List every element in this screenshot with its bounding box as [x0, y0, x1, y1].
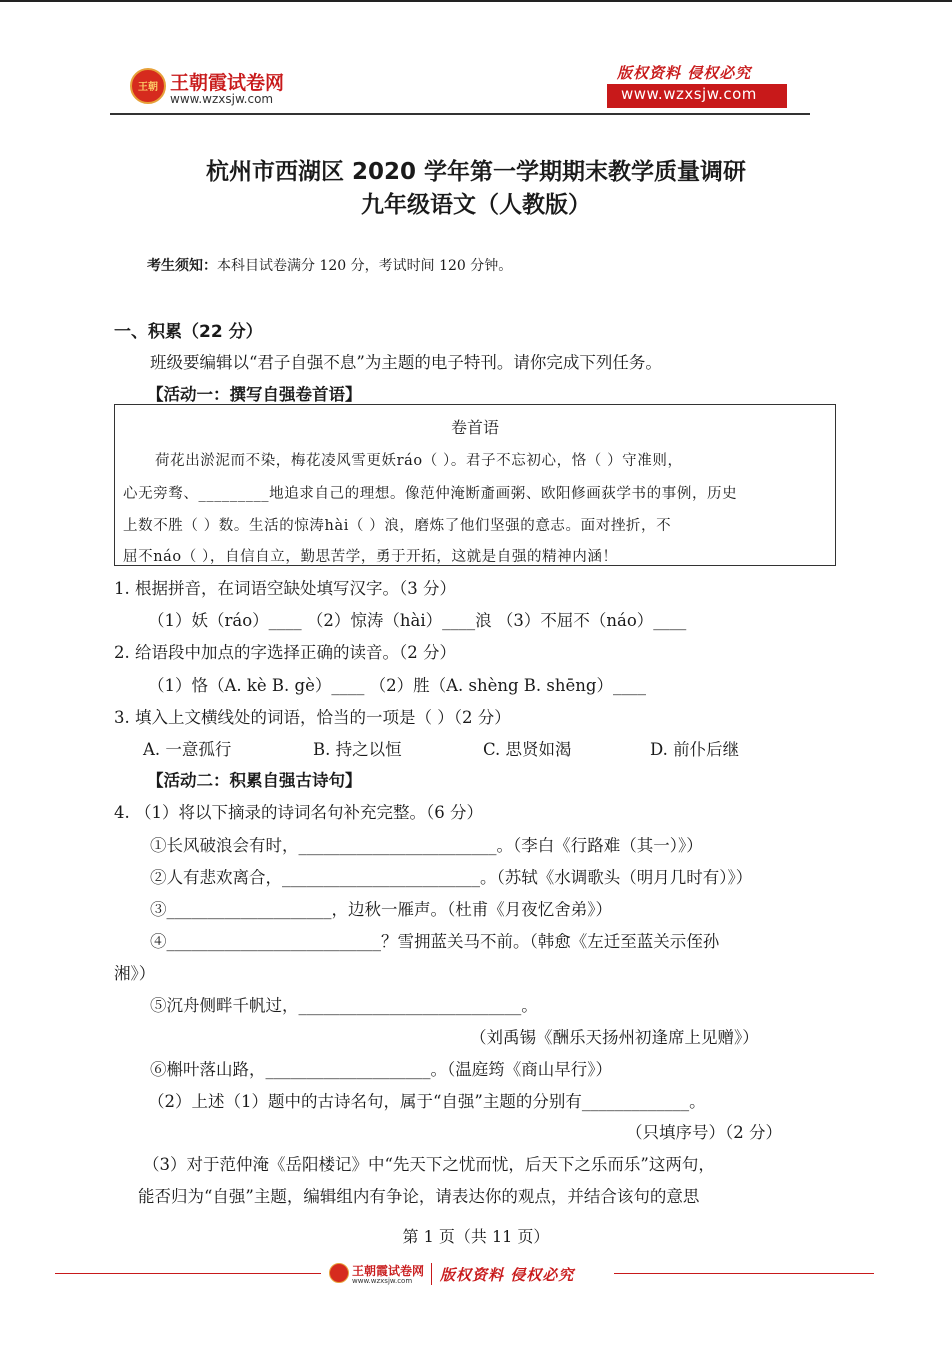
preface-title: 卷首语 [450, 418, 499, 437]
footer-rule-left [55, 1273, 321, 1274]
option-a: A. 一意孤行 [143, 740, 232, 759]
footer-logo-url: www.wzxsjw.com [352, 1277, 413, 1285]
question-4-2-note: （只填序号）（2 分） [626, 1123, 782, 1142]
page-subtitle: 九年级语文（人教版） [361, 192, 591, 218]
question-1-items: （1）妖（ráo）____ （2）惊涛（hài）____浪 （3）不屈不（náo）____ [148, 611, 687, 630]
footer-logo-icon [329, 1263, 349, 1283]
question-2: 2. 给语段中加点的字选择正确的读音。（2 分） [114, 643, 456, 662]
poem-line: ⑤沉舟侧畔千帆过，___________________________。 [150, 996, 538, 1015]
poem-line: ⑥槲叶落山路，____________________。（温庭筠《商山早行》） [150, 1060, 612, 1079]
poem-line: ②人有悲欢离合，________________________。（苏轼《水调歌头（明月几时有）》） [150, 868, 753, 887]
preface-line: 心无旁骛、_________地追求自己的理想。像范仲淹断齑画粥、欧阳修画荻学书的事例，历史 [123, 486, 738, 502]
preface-line: 上数不胜（ ）数。生活的惊涛hài（ ）浪，磨炼了他们坚强的意志。面对挫折，不 [123, 518, 672, 534]
copyright-notice: 版权资料 侵权必究 [617, 64, 752, 82]
preface-box [114, 404, 836, 566]
page-title: 杭州市西湖区 2020 学年第一学期期末教学质量调研 [205, 159, 747, 185]
question-4-2: （2）上述（1）题中的古诗名句，属于“自强”主题的分别有_____________。 [148, 1092, 706, 1111]
logo-url: www.wzxsjw.com [170, 92, 274, 106]
activity-two-heading: 【活动二：积累自强古诗句】 [147, 771, 362, 790]
exam-notice [147, 255, 512, 275]
preface-line: 荷花出淤泥而不染，梅花凌风雪更妖ráo（ ）。君子不忘初心，恪（ ）守准则， [155, 453, 683, 469]
activity-one-heading: 【活动一：撰写自强卷首语】 [147, 385, 362, 404]
poem-line: ①长风破浪会有时，________________________。（李白《行路难（其一）》） [150, 836, 703, 855]
section-heading: 一、积累（22 分） [114, 322, 263, 342]
page-number: 第 1 页（共 11 页） [402, 1227, 550, 1246]
question-4-3-cont: 能否归为“自强”主题，编辑组内有争论，请表达你的观点，并结合该句的意思 [138, 1187, 700, 1206]
header-divider [110, 113, 810, 115]
notice-label: 考生须知： [147, 258, 217, 274]
top-border [0, 0, 952, 2]
preface-line: 屈不náo（ ），自信自立，勤思苦学，勇于开拓，这就是自强的精神内涵！ [123, 549, 618, 565]
logo-icon [130, 68, 166, 104]
footer-logo-name: 王朝霞试卷网 [352, 1264, 425, 1278]
logo-mark: 王朝 [138, 82, 158, 93]
question-4-1: 4. （1）将以下摘录的诗词名句补充完整。（6 分） [114, 803, 483, 822]
option-c: C. 思贤如渴 [483, 740, 572, 759]
footer-separator [431, 1263, 432, 1285]
poem-line: 湘》） [114, 964, 156, 983]
footer-rule-right [614, 1273, 874, 1274]
logo-name: 王朝霞试卷网 [170, 72, 285, 94]
question-2-items: （1）恪（A. kè B. gè）____ （2）胜（A. shèng B. shēng）____ [148, 676, 646, 695]
poem-line: （刘禹锡《酬乐天扬州初逢席上见赠》） [470, 1028, 759, 1047]
section-intro: 班级要编辑以“君子自强不息”为主题的电子特刊。请你完成下列任务。 [150, 353, 662, 372]
question-4-3: （3）对于范仲淹《岳阳楼记》中“先天下之忧而忧，后天下之乐而乐”这两句， [143, 1155, 715, 1174]
option-b: B. 持之以恒 [313, 740, 402, 759]
option-d: D. 前仆后继 [650, 740, 740, 759]
poem-line: ③____________________，边秋一雁声。（杜甫《月夜忆舍弟》） [150, 900, 612, 919]
notice-text: 本科目试卷满分 120 分，考试时间 120 分钟。 [217, 258, 513, 274]
url-banner [607, 84, 787, 108]
question-3: 3. 填入上文横线处的词语，恰当的一项是（ ）（2 分） [114, 708, 511, 727]
poem-line: ④__________________________？雪拥蓝关马不前。（韩愈《左迁至蓝关示侄孙 [150, 932, 720, 951]
footer-copyright: 版权资料 侵权必究 [440, 1266, 575, 1284]
url-banner-text: www.wzxsjw.com [621, 85, 757, 103]
question-1: 1. 根据拼音，在词语空缺处填写汉字。（3 分） [114, 579, 456, 598]
